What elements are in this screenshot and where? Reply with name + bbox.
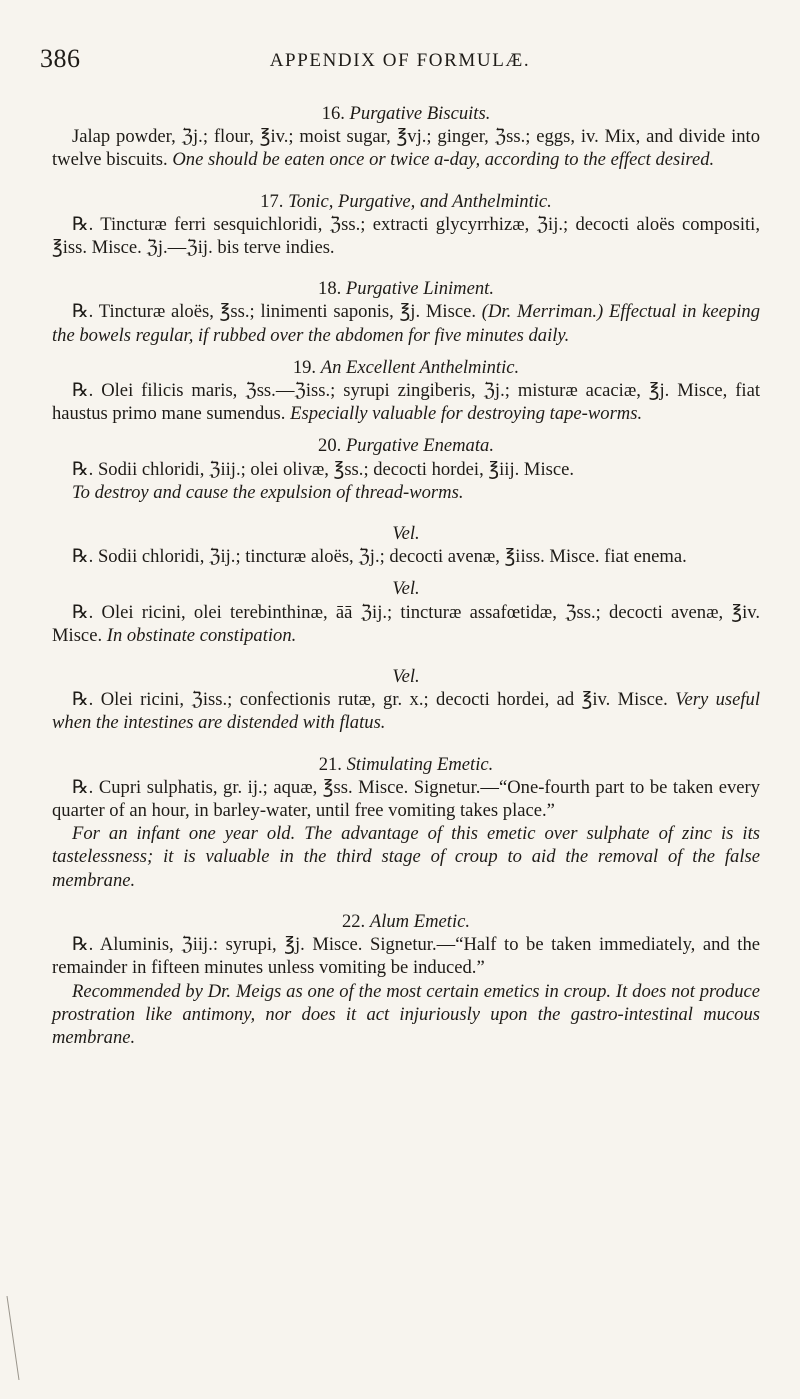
formula-title: 21. Stimulating Emetic. bbox=[318, 753, 494, 775]
variant-text: ℞. Olei ricini, olei terebinthinæ, āā ℨij.; tincturæ assafœtidæ, ℨss.; decocti avenæ, ℥iv. Misce. In obstinate constipation. bbox=[52, 601, 760, 646]
running-head: APPENDIX OF FORMULÆ. bbox=[269, 50, 531, 71]
variant-label: Vel. bbox=[392, 666, 420, 688]
page-content bbox=[52, 102, 760, 1049]
page-header bbox=[40, 44, 760, 84]
formula-note: Recommended by Dr. Meigs as one of the most certain emetics in croup. It does not produce prostration like antimony, nor does it act injuriously upon the gastro-intestinal mucous membrane. bbox=[52, 980, 760, 1048]
formula-entry bbox=[52, 753, 760, 892]
formula-note: For an infant one year old. The advantage of this emetic over sulphate of zinc is its tastelessness; it is valuable in the third stage of croup to aid the removal of the false membrane. bbox=[52, 823, 760, 891]
formula-text: ℞. Tincturæ aloës, ℥ss.; linimenti saponis, ℥j. Misce. (Dr. Merriman.) Effectual in keeping the bowels regular, if rubbed over the abdomen for five minutes daily. bbox=[52, 301, 760, 346]
variant-text: ℞. Olei ricini, ℨiss.; confectionis rutæ, gr. x.; decocti hordei, ad ℥iv. Misce. Very useful when the intestines are distended with flatus. bbox=[52, 689, 761, 734]
margin-mark bbox=[6, 1296, 20, 1380]
formula-entry bbox=[52, 910, 760, 1049]
formula-note: Especially valuable for destroying tape-worms. bbox=[290, 403, 643, 425]
formula-title: 18. Purgative Liniment. bbox=[318, 278, 494, 300]
formula-note: One should be eaten once or twice a-day, according to the effect desired. bbox=[172, 149, 715, 171]
formula-entry bbox=[52, 102, 760, 172]
variant-text: ℞. Sodii chloridi, ℨij.; tincturæ aloës, ℨj.; decocti avenæ, ℥iiss. Misce. fiat enema. bbox=[72, 546, 687, 568]
formula-entry bbox=[52, 190, 760, 260]
formula-text: ℞. Aluminis, ℨiij.: syrupi, ℥j. Misce. Signetur.—“Half to be taken immediately, and the remainder in fifteen minutes unless vomiting be induced.” bbox=[52, 934, 760, 979]
variant-note: Very useful when the intestines are distended with flatus. bbox=[52, 689, 761, 734]
formula-text: ℞. Sodii chloridi, ℨiij.; olei olivæ, ℥ss.; decocti hordei, ℥iij. Misce. bbox=[72, 458, 575, 480]
formula-entry bbox=[52, 356, 760, 426]
formula-text: ℞. Cupri sulphatis, gr. ij.; aquæ, ℥ss. Misce. Signetur.—“One-fourth part to be taken every quarter of an hour, in barley-water, until free vomiting takes place.” bbox=[52, 776, 760, 822]
formula-entry bbox=[52, 434, 760, 734]
formula-title: 19. An Excellent Anthelmintic. bbox=[292, 356, 520, 378]
formula-entry bbox=[52, 277, 760, 347]
formula-note: To destroy and cause the expulsion of thread-worms. bbox=[72, 481, 464, 503]
formula-attribution: (Dr. Merriman.) bbox=[481, 301, 604, 323]
page-number: 386 bbox=[40, 44, 81, 73]
variant-label: Vel. bbox=[392, 578, 420, 600]
formula-text: ℞. Olei filicis maris, ℨss.—ℨiss.; syrupi zingiberis, ℨj.; misturæ acaciæ, ℥j. Misce, fiat haustus primo mane sumendus. Especially valuable for destroying tape-worms. bbox=[52, 380, 760, 425]
formula-title: 17. Tonic, Purgative, and Anthelmintic. bbox=[260, 190, 552, 212]
formula-text: Jalap powder, ℨj.; flour, ℥iv.; moist sugar, ℥vj.; ginger, ℨss.; eggs, iv. Mix, and divide into twelve biscuits. One should be eaten once or twice a-day, according to the effect desired. bbox=[52, 126, 760, 171]
variant-note: In obstinate constipation. bbox=[106, 624, 297, 646]
formula-note: Effectual in keeping the bowels regular, if rubbed over the abdomen for five minutes daily. bbox=[52, 301, 760, 346]
formula-title: 22. Alum Emetic. bbox=[341, 910, 471, 932]
formula-title: 16. Purgative Biscuits. bbox=[321, 103, 491, 124]
formula-text: ℞. Tincturæ ferri sesquichloridi, ℨss.; extracti glycyrrhizæ, ℨij.; decocti aloës compositi, ℥iss. Misce. ℨj.—ℨij. bis terve indies. bbox=[52, 213, 760, 259]
formula-title: 20. Purgative Enemata. bbox=[318, 435, 494, 457]
variant-label: Vel. bbox=[392, 523, 420, 545]
